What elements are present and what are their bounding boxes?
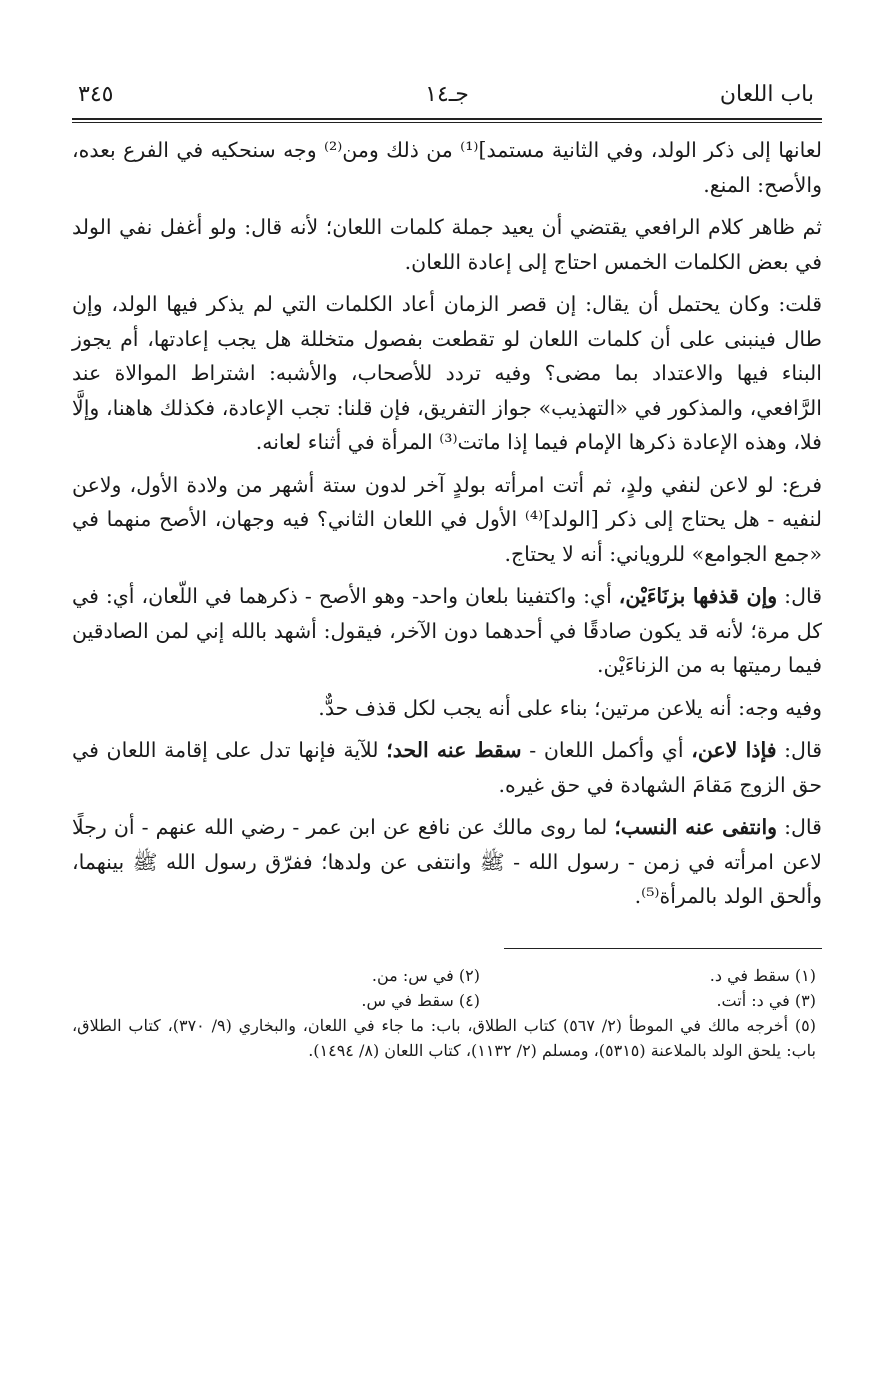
- header-rule-thick: [72, 118, 822, 120]
- paragraph-3: قلت: وكان يحتمل أن يقال: إن قصر الزمان أعاد الكلمات التي لم يذكر فيها الولد، وإن طال فينبنى على أن كلمات اللعان لو تقطعت بفصول متخللة هل يجب إعادتها، أم يجوز البناء فيها والاعتداد بما مضى؟ وفيه تردد للأصحاب، والأشبه: اشتراط الموالاة عند الرَّافعي، والمذكور في «التهذيب» جواز التفريق، فإن قلنا: تجب الإعادة، فكذلك هاهنا، وإلَّا فلا، وهذه الإعادة ذكرها الإمام فيما إذا ماتت⁽³⁾ المرأة في أثناء لعانه.: [72, 292, 822, 454]
- main-text: [72, 133, 822, 914]
- footnote-separator: [504, 948, 822, 949]
- paragraph-7-mid: أي وأكمل اللعان -: [521, 738, 692, 762]
- footnote-4: (٤) سقط في س.: [361, 990, 480, 1010]
- paragraph-5-lead: قال:: [777, 584, 823, 608]
- footnote-2: (٢) في س: من.: [371, 965, 480, 985]
- footnote-row-1: [72, 963, 822, 988]
- page-number: ٣٤٥: [78, 82, 114, 107]
- paragraph-5: [72, 579, 822, 683]
- footnotes: [72, 963, 822, 1063]
- paragraph-6: وفيه وجه: أنه يلاعن مرتين؛ بناء على أنه يجب لكل قذف حدٌّ.: [318, 695, 822, 720]
- chapter-title: باب اللعان: [719, 82, 814, 107]
- paragraph-7: [72, 733, 822, 802]
- paragraph-7-lead: قال:: [776, 738, 823, 762]
- footnote-row-2: [72, 988, 822, 1013]
- paragraph-2: ثم ظاهر كلام الرافعي يقتضي أن يعيد جملة كلمات اللعان؛ لأنه قال: ولو أغفل نفي الولد في بعض الكلمات الخمس احتاج إلى إعادة اللعان.: [72, 215, 822, 274]
- paragraph-5-rest: أي: واكتفينا بلعان واحد- وهو الأصح - ذكرهما في اللّعان، أي: في كل مرة؛ لأنه قد يكون صادقًا في أحدهما دون الآخر، فيقول: أشهد بالله إني لمن الصادقين فيما رميتها به من الزناءَيْن.: [72, 584, 822, 677]
- paragraph-7-matn-1: فإذا لاعن،: [691, 738, 777, 762]
- paragraph-8-rest: لما روى مالك عن نافع عن ابن عمر - رضي الله عنهم - أن رجلًا لاعن امرأته في زمن - رسول الله - ﷺ وانتفى عن ولدها؛ ففرّق رسول الله ﷺ بينهما، وألحق الولد بالمرأة⁽⁵⁾.: [72, 815, 822, 908]
- paragraph-8-lead: قال:: [777, 815, 822, 839]
- paragraph-8-matn: وانتفى عنه النسب؛: [614, 815, 778, 839]
- paragraph-8: [72, 810, 822, 914]
- paragraph-7-matn-2: سقط عنه الحد؛: [386, 738, 522, 762]
- footnote-1: (١) سقط في د.: [709, 965, 816, 985]
- paragraph-1: لعانها إلى ذكر الولد، وفي الثانية مستمد]⁽¹⁾ من ذلك ومن⁽²⁾ وجه سنحكيه في الفرع بعده، والأصح: المنع.: [72, 138, 823, 197]
- paragraph-5-matn: وإن قذفها بزنَاءَيْن،: [618, 584, 778, 608]
- book-page: [72, 72, 822, 1063]
- running-header: [72, 72, 822, 114]
- volume-label: جـ١٤: [425, 82, 469, 107]
- paragraph-7-rest: للآية فإنها تدل على إقامة اللعان في حق الزوج مَقامَ الشهادة في حق غيره.: [72, 738, 822, 797]
- header-rule-thin: [72, 122, 822, 123]
- footnote-5: (٥) أخرجه مالك في الموطأ (٢/ ٥٦٧) كتاب الطلاق، باب: ما جاء في اللعان، والبخاري (٩/ ٣٧٠)، كتاب الطلاق، باب: يلحق الولد بالملاعنة (٥٣١٥)، ومسلم (٢/ ١١٣٢)، كتاب اللعان (٨/ ١٤٩٤).: [72, 1015, 817, 1060]
- footnote-3: (٣) في د: أتت.: [716, 990, 816, 1010]
- paragraph-4: فرع: لو لاعن لنفي ولدٍ، ثم أتت امرأته بولدٍ آخر لدون ستة أشهر من ولادة الأول، ولاعن لنفيه - هل يحتاج إلى ذكر [الولد]⁽⁴⁾ الأول في اللعان الثاني؟ فيه وجهان، الأصح منهما في «جمع الجوامع» للروياني: أنه لا يحتاج.: [72, 472, 822, 566]
